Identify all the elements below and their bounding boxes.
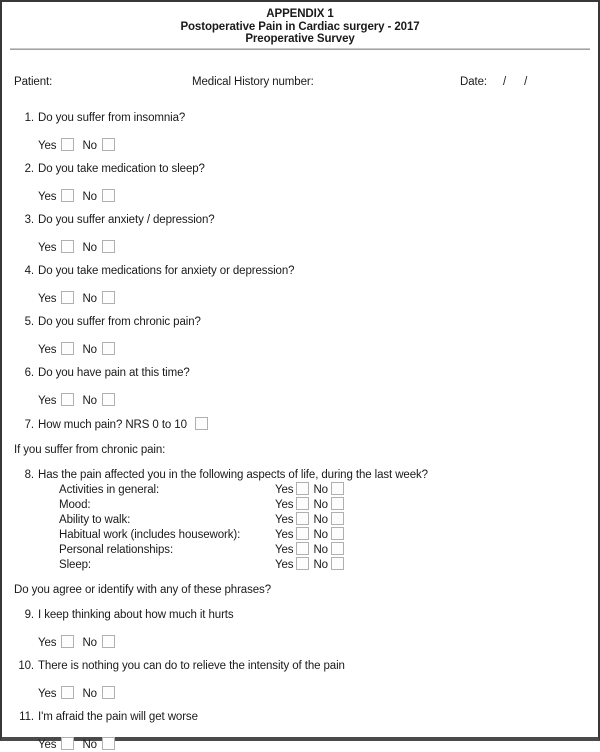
q8-walk-yes-checkbox[interactable]	[296, 512, 309, 525]
q2-yes-checkbox[interactable]	[61, 189, 74, 202]
aspect-label: Personal relationships:	[59, 543, 174, 556]
no-label: No	[313, 558, 328, 571]
question-8	[14, 469, 586, 572]
no-label: No	[313, 498, 328, 511]
no-label: No	[82, 292, 97, 305]
question-10-number: 10.	[18, 659, 34, 672]
question-7-number: 7.	[24, 418, 34, 431]
no-label: No	[82, 343, 97, 356]
question-5-number: 5.	[24, 315, 34, 328]
question-11-yesno-row	[14, 737, 586, 752]
question-6-yesno-row	[14, 393, 586, 408]
question-11-label: I'm afraid the pain will get worse	[38, 710, 198, 723]
no-label: No	[82, 241, 97, 254]
yes-label: Yes	[38, 190, 57, 203]
no-label: No	[82, 636, 97, 649]
yes-label: Yes	[275, 558, 294, 571]
yes-label: Yes	[38, 241, 57, 254]
question-10-yesno-row	[14, 686, 586, 701]
question-11-text	[14, 710, 586, 724]
question-10-label: There is nothing you can do to relieve the intensity of the pain	[38, 659, 345, 672]
aspect-label: Mood:	[59, 498, 91, 511]
question-9-number: 9.	[24, 608, 34, 621]
question-8-text	[14, 469, 586, 482]
aspect-label: Habitual work (includes housework):	[59, 528, 241, 541]
no-label: No	[313, 483, 328, 496]
question-5-text	[14, 315, 586, 329]
yes-label: Yes	[275, 483, 294, 496]
q8-relationships-yes-checkbox[interactable]	[296, 542, 309, 555]
no-label: No	[313, 543, 328, 556]
no-label: No	[82, 190, 97, 203]
aspect-row-work	[14, 527, 586, 542]
question-8-label: Has the pain affected you in the following aspects of life, during the last week?	[38, 468, 428, 481]
yes-label: Yes	[275, 528, 294, 541]
question-1-yesno-row	[14, 138, 586, 153]
question-5	[14, 315, 586, 357]
q6-no-checkbox[interactable]	[102, 393, 115, 406]
question-9	[14, 608, 586, 650]
q10-yes-checkbox[interactable]	[61, 686, 74, 699]
q8-sleep-no-checkbox[interactable]	[331, 557, 344, 570]
question-9-label: I keep thinking about how much it hurts	[38, 608, 234, 621]
aspect-label: Sleep:	[59, 558, 92, 571]
question-7	[14, 417, 586, 432]
date-slash-1: /	[503, 75, 507, 88]
question-11	[14, 710, 586, 752]
date-field	[460, 76, 527, 88]
aspect-row-relationships	[14, 542, 586, 557]
question-7-label: How much pain? NRS 0 to 10	[38, 418, 187, 431]
aspect-label: Activities in general:	[59, 483, 160, 496]
q9-yes-checkbox[interactable]	[61, 635, 74, 648]
header-divider	[10, 48, 590, 50]
no-label: No	[82, 394, 97, 407]
question-5-label: Do you suffer from chronic pain?	[38, 315, 201, 328]
q8-sleep-yes-checkbox[interactable]	[296, 557, 309, 570]
question-6	[14, 366, 586, 408]
question-10	[14, 659, 586, 701]
question-2	[14, 162, 586, 204]
yes-label: Yes	[38, 394, 57, 407]
q8-walk-no-checkbox[interactable]	[331, 512, 344, 525]
yes-label: Yes	[275, 513, 294, 526]
yes-label: Yes	[38, 636, 57, 649]
question-11-number: 11.	[19, 710, 34, 723]
patient-info-row	[14, 76, 586, 90]
no-label: No	[313, 513, 328, 526]
question-9-yesno-row	[14, 635, 586, 650]
question-3-number: 3.	[24, 213, 34, 226]
q11-no-checkbox[interactable]	[102, 737, 115, 750]
question-3-text	[14, 213, 586, 227]
q1-yes-checkbox[interactable]	[61, 138, 74, 151]
question-9-text	[14, 608, 586, 622]
aspect-label: Ability to walk:	[59, 513, 131, 526]
survey-subtitle: Preoperative Survey	[245, 33, 355, 45]
yes-label: Yes	[38, 343, 57, 356]
q4-no-checkbox[interactable]	[102, 291, 115, 304]
yes-label: Yes	[38, 292, 57, 305]
q1-no-checkbox[interactable]	[102, 138, 115, 151]
q3-yes-checkbox[interactable]	[61, 240, 74, 253]
yes-label: Yes	[38, 139, 57, 152]
question-4-yesno-row	[14, 291, 586, 306]
q5-yes-checkbox[interactable]	[61, 342, 74, 355]
question-6-number: 6.	[24, 366, 34, 379]
no-label: No	[82, 687, 97, 700]
date-slash-2: /	[524, 75, 528, 88]
question-2-label: Do you take medication to sleep?	[38, 162, 205, 175]
q4-yes-checkbox[interactable]	[61, 291, 74, 304]
q3-no-checkbox[interactable]	[102, 240, 115, 253]
form-header	[14, 2, 586, 46]
q7-nrs-score-checkbox[interactable]	[195, 417, 208, 430]
chronic-pain-note: If you suffer from chronic pain:	[14, 443, 166, 456]
q6-yes-checkbox[interactable]	[61, 393, 74, 406]
q8-work-yes-checkbox[interactable]	[296, 527, 309, 540]
question-3	[14, 213, 586, 255]
question-2-yesno-row	[14, 189, 586, 204]
q8-activities-no-checkbox[interactable]	[331, 482, 344, 495]
no-label: No	[82, 139, 97, 152]
question-3-label: Do you suffer anxiety / depression?	[38, 213, 215, 226]
q8-mood-no-checkbox[interactable]	[331, 497, 344, 510]
aspect-row-sleep	[14, 557, 586, 572]
q8-activities-yes-checkbox[interactable]	[296, 482, 309, 495]
yes-label: Yes	[38, 687, 57, 700]
question-4	[14, 264, 586, 306]
aspect-row-activities	[14, 482, 586, 497]
question-3-yesno-row	[14, 240, 586, 255]
aspect-row-walk	[14, 512, 586, 527]
q2-no-checkbox[interactable]	[102, 189, 115, 202]
phrases-note: Do you agree or identify with any of these phrases?	[14, 583, 271, 596]
question-4-number: 4.	[24, 264, 34, 277]
yes-label: Yes	[275, 543, 294, 556]
date-label: Date:	[460, 75, 487, 88]
yes-label: Yes	[275, 498, 294, 511]
study-title: Postoperative Pain in Cardiac surgery - 2017	[180, 20, 420, 33]
q8-mood-yes-checkbox[interactable]	[296, 497, 309, 510]
no-label: No	[82, 738, 97, 751]
q8-relationships-no-checkbox[interactable]	[331, 542, 344, 555]
question-1-text	[14, 111, 586, 125]
question-2-number: 2.	[24, 162, 34, 175]
q8-work-no-checkbox[interactable]	[331, 527, 344, 540]
question-4-label: Do you take medications for anxiety or depression?	[38, 264, 295, 277]
appendix-title: APPENDIX 1	[266, 8, 334, 20]
no-label: No	[313, 528, 328, 541]
question-1-number: 1.	[24, 111, 34, 124]
medical-history-label: Medical History number:	[192, 75, 314, 88]
question-1-label: Do you suffer from insomnia?	[38, 111, 186, 124]
question-2-text	[14, 162, 586, 176]
q11-yes-checkbox[interactable]	[61, 737, 74, 750]
question-6-text	[14, 366, 586, 380]
question-6-label: Do you have pain at this time?	[38, 366, 190, 379]
question-1	[14, 111, 586, 153]
aspect-row-mood	[14, 497, 586, 512]
question-4-text	[14, 264, 586, 278]
yes-label: Yes	[38, 738, 57, 751]
question-8-number: 8.	[24, 468, 34, 481]
question-5-yesno-row	[14, 342, 586, 357]
patient-label: Patient:	[14, 75, 53, 88]
question-10-text	[14, 659, 586, 673]
q5-no-checkbox[interactable]	[102, 342, 115, 355]
q9-no-checkbox[interactable]	[102, 635, 115, 648]
q10-no-checkbox[interactable]	[102, 686, 115, 699]
